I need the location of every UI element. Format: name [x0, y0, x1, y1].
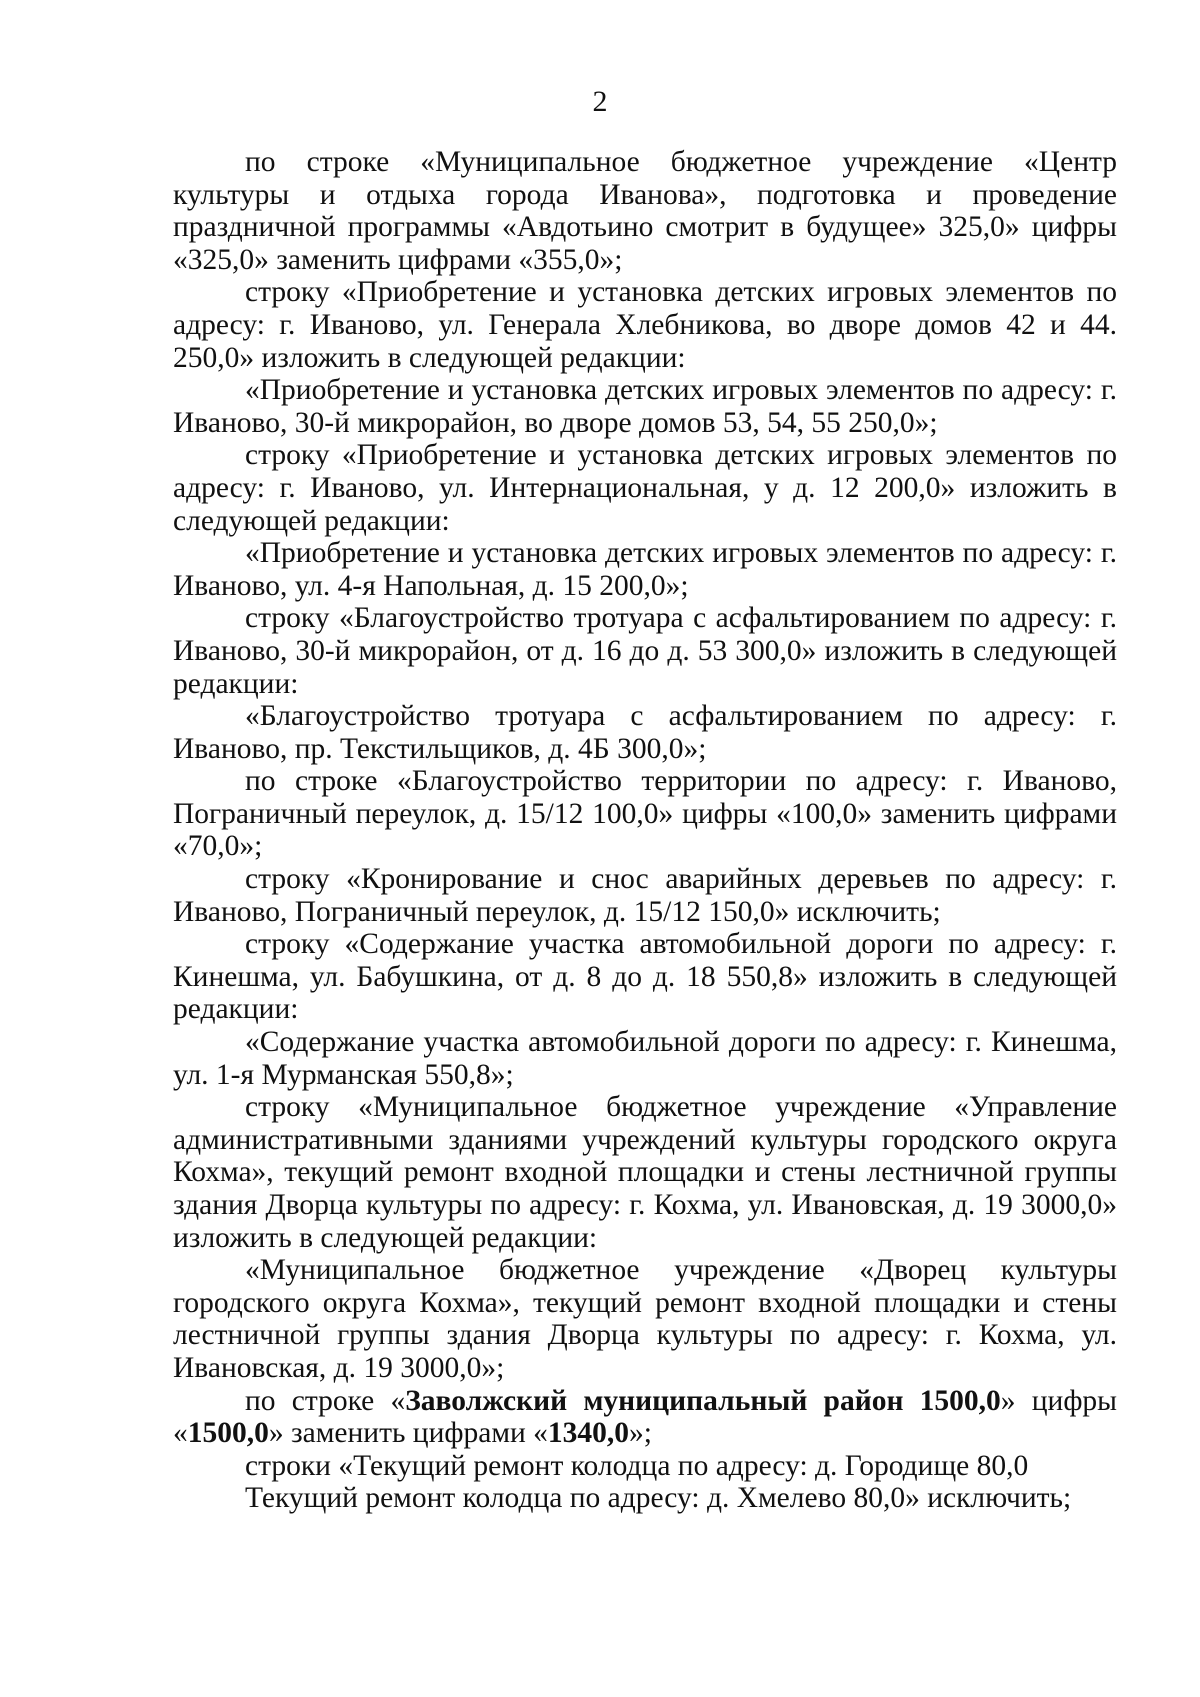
bold-text: 1500,0	[187, 1417, 269, 1450]
paragraph: «Благоустройство тротуара с асфальтированием по адресу: г. Иваново, пр. Текстильщиков, д. 4Б 300,0»;	[173, 700, 1117, 765]
document-body	[173, 146, 1117, 1515]
paragraph: «Содержание участка автомобильной дороги по адресу: г. Кинешма, ул. 1-я Мурманская 550,8»;	[173, 1026, 1117, 1091]
paragraph: по строке «Муниципальное бюджетное учреждение «Центр культуры и отдыха города Иванова», подготовка и проведение праздничной программы «Авдотьино смотрит в будущее» 325,0» цифры «325,0» заменить цифрами «355,0»;	[173, 146, 1117, 276]
paragraph: «Приобретение и установка детских игровых элементов по адресу: г. Иваново, ул. 4-я Напольная, д. 15 200,0»;	[173, 537, 1117, 602]
paragraph: строку «Благоустройство тротуара с асфальтированием по адресу: г. Иваново, 30-й микрорайон, от д. 16 до д. 53 300,0» изложить в следующей редакции:	[173, 602, 1117, 700]
bold-text: 1340,0	[547, 1417, 630, 1450]
paragraph-with-bold: по строке «Заволжский муниципальный район 1500,0» цифры «1500,0» заменить цифрами «1340,0»;	[173, 1384, 1118, 1450]
paragraph: по строке «Благоустройство территории по адресу: г. Иваново, Пограничный переулок, д. 15/12 100,0» цифры «100,0» заменить цифрами «70,0»;	[173, 765, 1117, 863]
paragraph: строку «Муниципальное бюджетное учреждение «Управление административными зданиями учреждений культуры городского округа Кохма», текущий ремонт входной площадки и стены лестничной группы здания Дворца культуры по адресу: г. Кохма, ул. Ивановская, д. 19 3000,0» изложить в следующей редакции:	[173, 1091, 1117, 1254]
bold-text: Заволжский муниципальный район 1500,0	[405, 1384, 1001, 1417]
paragraph: строку «Приобретение и установка детских игровых элементов по адресу: г. Иваново, ул. Интернациональная, у д. 12 200,0» изложить в следующей редакции:	[173, 439, 1117, 537]
page-number: 2	[592, 85, 608, 118]
paragraph: строку «Приобретение и установка детских игровых элементов по адресу: г. Иваново, ул. Генерала Хлебникова, во дворе домов 42 и 44. 250,0» изложить в следующей редакции:	[173, 276, 1117, 374]
paragraph: строки «Текущий ремонт колодца по адресу: д. Городище 80,0	[245, 1449, 1029, 1482]
paragraph: строку «Кронирование и снос аварийных деревьев по адресу: г. Иваново, Пограничный переулок, д. 15/12 150,0» исключить;	[173, 863, 1117, 928]
paragraph: «Муниципальное бюджетное учреждение «Дворец культуры городского округа Кохма», текущий ремонт входной площадки и стены лестничной группы здания Дворца культуры по адресу: г. Кохма, ул. Ивановская, д. 19 3000,0»;	[173, 1254, 1117, 1384]
paragraph: строку «Содержание участка автомобильной дороги по адресу: г. Кинешма, ул. Бабушкина, от д. 8 до д. 18 550,8» изложить в следующей редакции:	[173, 928, 1117, 1026]
paragraph: Текущий ремонт колодца по адресу: д. Хмелево 80,0» исключить;	[245, 1482, 1072, 1515]
paragraph: «Приобретение и установка детских игровых элементов по адресу: г. Иваново, 30-й микрорайон, во дворе домов 53, 54, 55 250,0»;	[173, 374, 1117, 439]
